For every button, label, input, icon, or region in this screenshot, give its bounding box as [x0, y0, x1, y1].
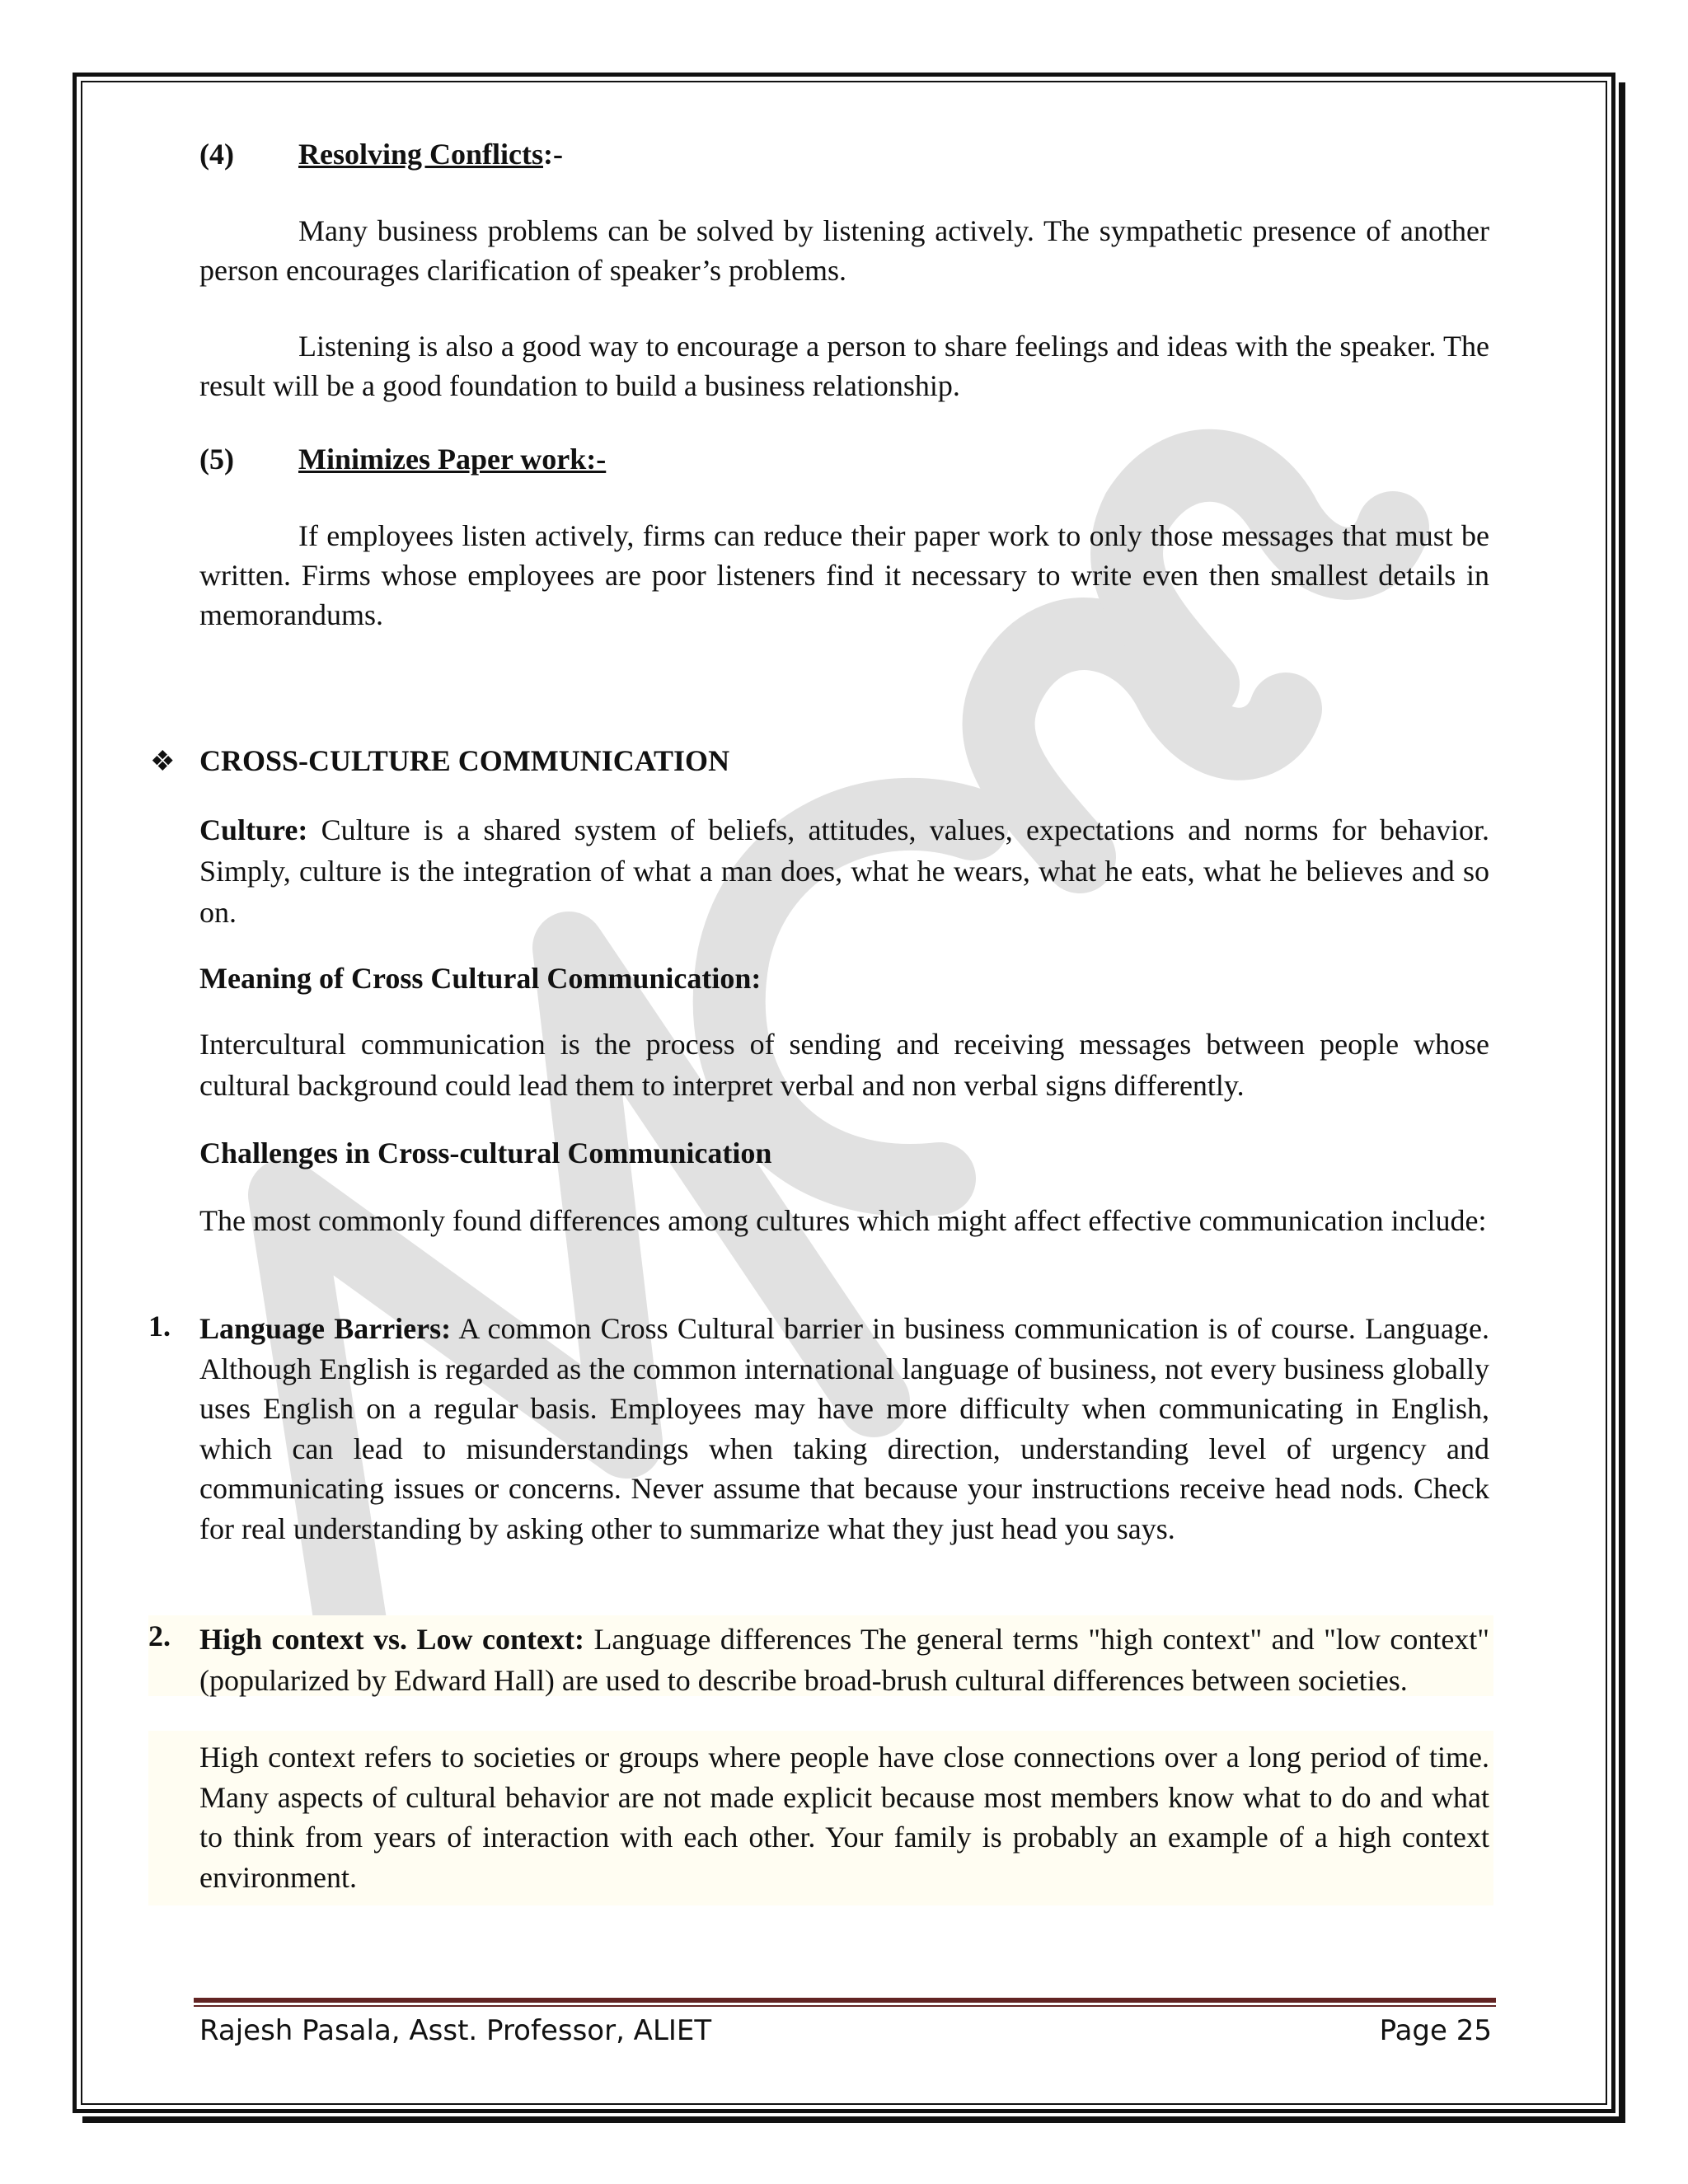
meaning-heading: Meaning of Cross Cultural Communication:: [199, 962, 762, 995]
list-item-1-text: [199, 1309, 1489, 1549]
high-context-paragraph: High context refers to societies or groups where people have close connections over a long period of time. Many aspects of cultural behavior are not made explicit because most members know what to do and what to think from years of interaction with each other. Your family is probably an example of a high context environment.: [199, 1741, 1489, 1894]
section4-title: [298, 137, 563, 171]
section5-paragraph-1: If employees listen actively, firms can reduce their paper work to only those messages that must be written. Firms whose employees are poor listeners find it necessary to write even then smallest details in memorandums.: [199, 519, 1489, 631]
culture-definition: [199, 809, 1489, 933]
section4-number: (4): [199, 138, 234, 171]
section5-title: Minimizes Paper work:-: [298, 443, 607, 476]
section4-title-suffix: :-: [543, 138, 563, 171]
list-item-1-number: 1.: [148, 1310, 171, 1343]
section4-paragraph-1: Many business problems can be solved by listening actively. The sympathetic presence of another person encourages clarification of speaker’s problems.: [199, 214, 1489, 287]
list-item-2-text: [199, 1619, 1489, 1701]
cross-culture-heading: CROSS-CULTURE COMMUNICATION: [199, 744, 730, 777]
list-item-2-body: Language differences The general terms "high context" and "low context" (popularized by Edward Hall) are used to describe broad-brush cultural differences between societies.: [199, 1623, 1489, 1697]
section5-number: (5): [199, 443, 234, 476]
meaning-text: Intercultural communication is the process of sending and receiving messages between people whose cultural background could lead them to interpret verbal and non verbal signs differently.: [199, 1028, 1489, 1102]
footer-author: Rajesh Pasala, Asst. Professor, ALIET: [199, 2014, 712, 2047]
list-item-1-label: Language Barriers:: [199, 1312, 452, 1345]
section4-paragraph-2: Listening is also a good way to encourage a person to share feelings and ideas with the speaker. The result will be a good foundation to build a business relationship.: [199, 330, 1489, 402]
culture-text: Culture is a shared system of beliefs, attitudes, values, expectations and norms for behavior. Simply, culture is the integration of what a man does, what he wears, what he eats, what he believes and so on.: [199, 813, 1490, 929]
footer-page-number: Page 25: [1379, 2014, 1492, 2047]
challenges-intro: The most commonly found differences among cultures which might affect effective communication include:: [199, 1204, 1487, 1237]
list-item-2-label: High context vs. Low context:: [199, 1623, 584, 1656]
section4-title-text: Resolving Conflicts: [298, 138, 543, 171]
list-item-1-body: A common Cross Cultural barrier in business communication is of course. Language. Although English is regarded as the common international language of business, not every business globally uses English on a regular basis. Employees may have more difficulty when communicating in English, which can lead to misunderstandings when taking direction, understanding level of urgency and communicating issues or concerns. Never assume that because your instructions receive head nods. Check for real understanding by asking other to summarize what they just head you says.: [199, 1312, 1489, 1545]
culture-label: Culture:: [199, 813, 308, 846]
list-item-2-number: 2.: [148, 1619, 171, 1652]
challenges-heading: Challenges in Cross-cultural Communication: [199, 1137, 772, 1169]
diamond-bullet-icon: ❖: [150, 747, 176, 777]
footer-rule: [194, 1998, 1496, 2003]
footer-rule-thin: [194, 2005, 1496, 2007]
